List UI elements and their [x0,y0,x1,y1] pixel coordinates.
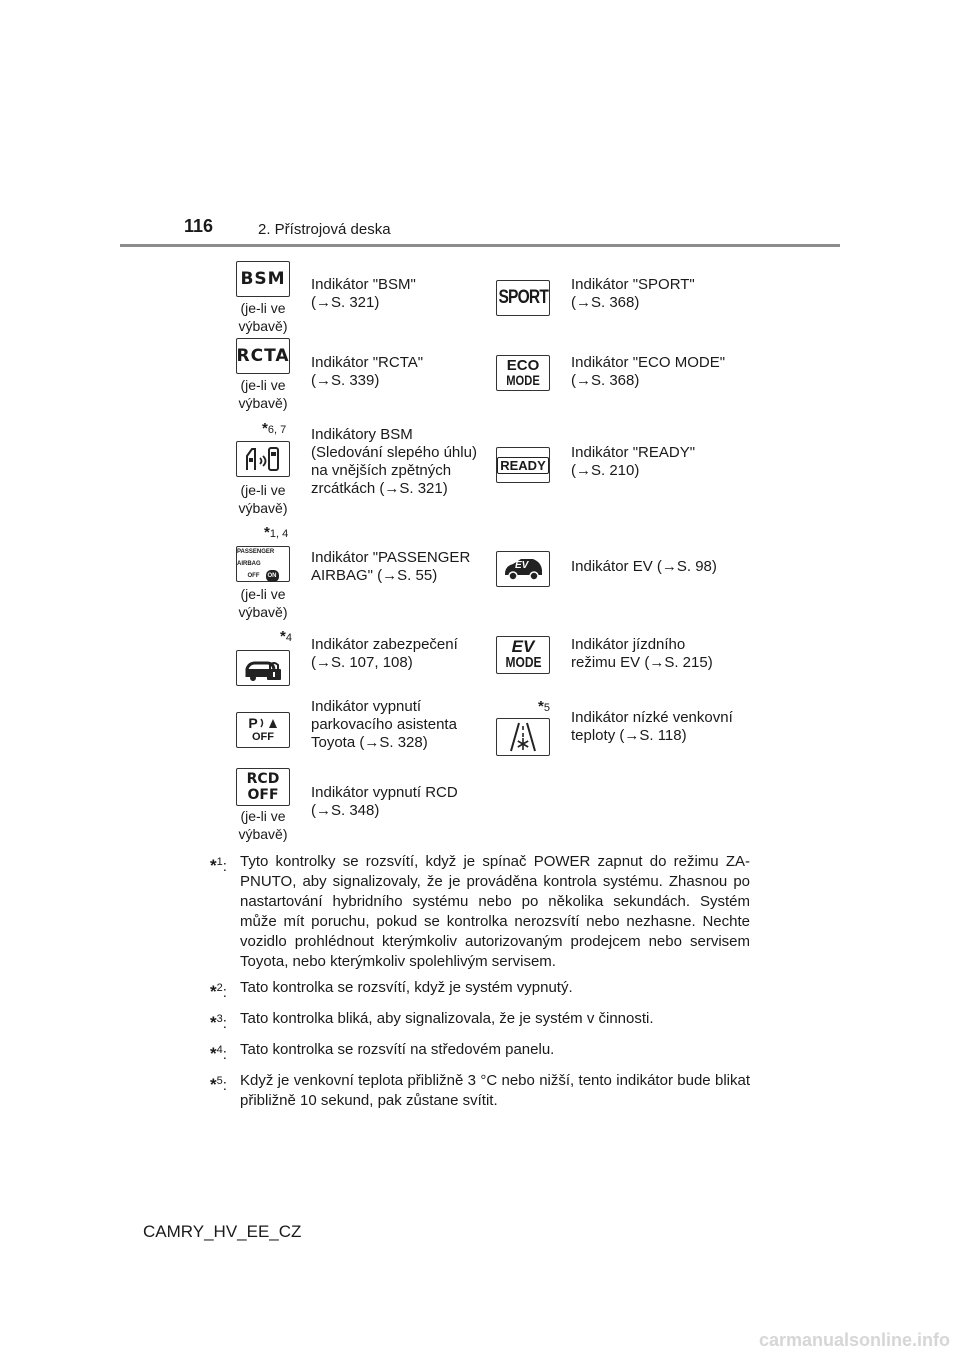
eco-mode-indicator-icon [496,355,550,391]
footnote-reference: *1, 4 [264,524,289,541]
availability-note: (je-li ve výbavě) [238,482,288,516]
availability-note: (je-li ve výbavě) [238,300,288,334]
footnote: *$^1$: Tyto kontrolky se rozsvítí, když je spínač POWER zapnut do režimu ZA-PNUTO, aby signalizovaly, že je prováděna kontrola systému. Zhasnou po nastartování hybridního systému nebo po několika sekundách. Systém může mít poruchu, pokud se kontrolka nerozsvítí nebo nezhasne. Nechte vozidlo prohlédnout kterýmkoliv autorizovaným prodejcem nebo servisem Toyota, nebo kterýmkoliv spolehlivým servisem. [210,853,750,970]
watermark: carmanualsonline.info [758,1330,950,1350]
ev-indicator-icon [496,551,550,587]
passenger-airbag-description: Indikátor "PASSENGER AIRBAG" (→S. 55) [311,549,471,584]
parking-assist-off-label: OFF [252,731,274,743]
footnote: *$^2$: Tato kontrolka se rozsvítí, když je systém vypnutý. [210,979,573,1001]
rcd-off-description: Indikátor vypnutí RCD (→S. 348) [311,784,458,819]
ev-mode-icon-line2: MODE [505,654,541,671]
sport-description: Indikátor "SPORT" (→S. 368) [571,276,695,311]
airbag-icon-line1: PASSENGER AIRBAG [237,549,275,567]
bsm-indicator-icon [236,261,290,297]
bsm-mirror-icon [241,444,285,474]
document-code: CAMRY_HV_EE_CZ [143,1222,302,1241]
airbag-on-label: ON [266,570,279,582]
parking-assist-p-label: P [248,715,258,731]
footnote-reference: *4 [280,628,292,645]
passenger-airbag-indicator-icon [236,546,290,582]
bsm-mirror-indicator-icon [236,441,290,477]
page-number: 116 [184,216,214,236]
ev-description: Indikátor EV (→S. 98) [571,558,717,575]
availability-note: (je-li ve výbavě) [238,377,288,411]
footnote-reference: *6, 7 [262,420,287,437]
eco-icon-line1: ECO [506,357,540,374]
parking-sensor-icon [260,717,278,729]
bsm-mirror-description: Indikátory BSM (Sledování slepého úhlu) na vnějších zpětných zrcátkách (→S. 321) [311,426,477,497]
bsm-icon-label: BSM [240,269,286,289]
ev-mode-indicator-icon [496,636,550,674]
availability-note: (je-li ve výbavě) [238,586,288,620]
rcta-indicator-icon [236,338,290,374]
footnote: *$^3$: Tato kontrolka bliká, aby signalizovala, že je systém v činnosti. [210,1010,654,1032]
low-outside-temp-indicator-icon [496,718,550,756]
parking-assist-off-indicator-icon [236,712,290,748]
car-lock-icon [241,653,285,683]
ev-icon-label: EV [515,560,529,571]
security-description: Indikátor zabezpečení (→S. 107, 108) [311,636,458,671]
header-rule [120,244,840,247]
icy-road-icon [501,720,545,754]
rcd-icon-line2: OFF [247,787,279,803]
ready-indicator-icon [496,447,550,483]
footnotes [210,852,750,1117]
low-outside-temp-description: Indikátor nízké venkovní teploty (→S. 118) [571,709,733,744]
section-title: 2. Přístrojová deska [258,221,391,238]
ready-description: Indikátor "READY" (→S. 210) [571,444,696,479]
airbag-off-label: OFF [247,573,260,579]
security-indicator-icon [236,650,290,686]
parking-assist-description: Indikátor vypnutí parkovacího asistenta Toyota (→S. 328) [311,698,457,751]
sport-indicator-icon [496,280,550,316]
rcta-icon-label: RCTA [236,346,290,366]
eco-icon-line2: MODE [506,372,540,388]
rcd-icon-line1: RCD [246,771,280,787]
rcd-off-indicator-icon [236,768,290,806]
rcta-description: Indikátor "RCTA" (→S. 339) [311,354,424,389]
footnote: *$^4$: Tato kontrolka se rozsvítí na středovém panelu. [210,1041,555,1063]
availability-note: (je-li ve výbavě) [238,808,288,842]
footnote-reference: *5 [538,698,550,715]
footnote: *$^5$: Když je venkovní teplota přibližně 3 °C nebo nižší, tento indikátor bude blikat přibližně 10 sekund, pak zůstane svítit. [210,1072,750,1109]
sport-icon-label: SPORT [498,287,548,308]
ev-mode-description: Indikátor jízdního režimu EV (→S. 215) [571,636,713,671]
eco-mode-description: Indikátor "ECO MODE" (→S. 368) [571,354,726,389]
ev-mode-icon-line1: EV [511,637,535,656]
ready-icon-label: READY [497,457,549,474]
bsm-description: Indikátor "BSM" (→S. 321) [311,276,416,311]
